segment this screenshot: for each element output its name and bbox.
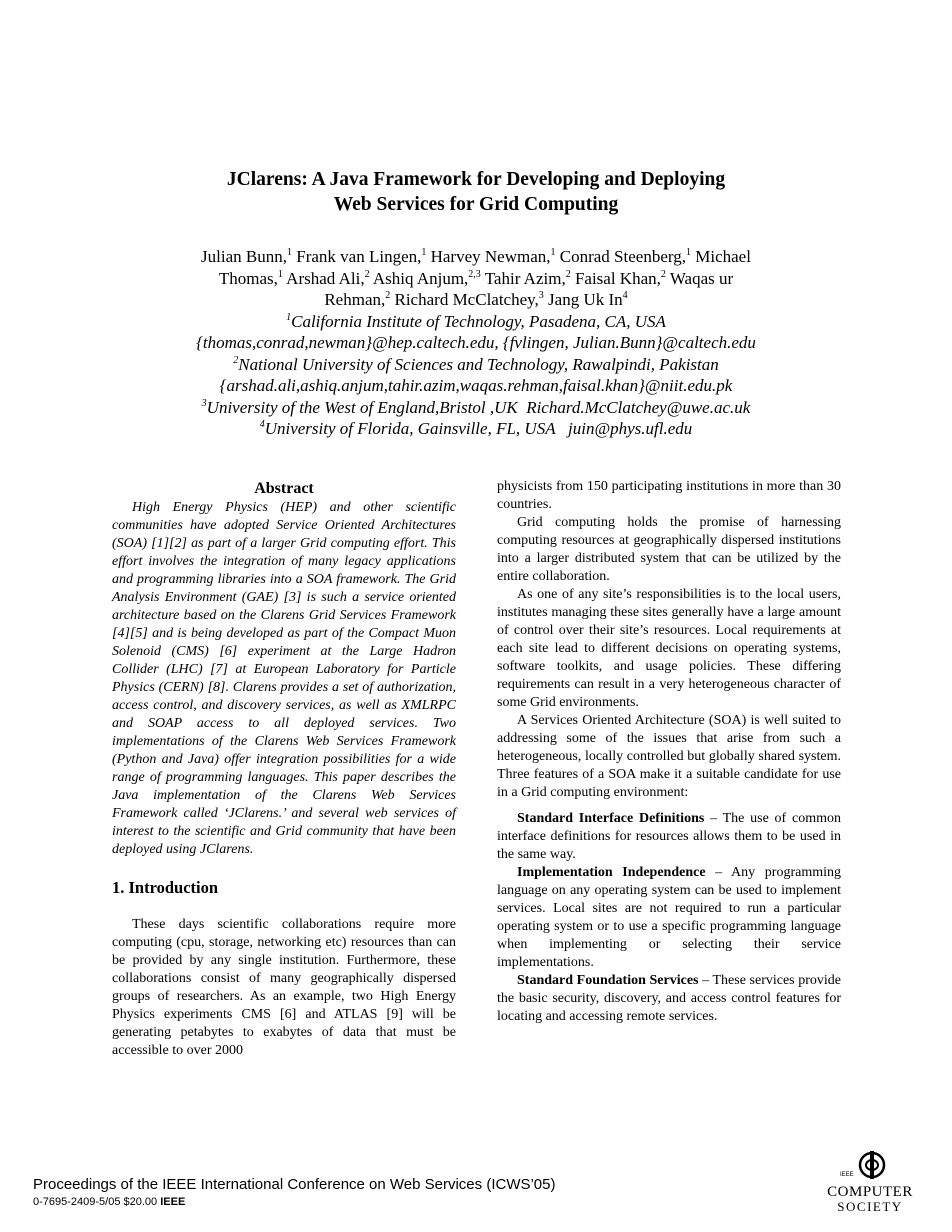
ieee-label: IEEE: [160, 1196, 186, 1208]
feature-item: [497, 864, 841, 972]
author-name: Arshad Ali,: [282, 268, 365, 288]
affiliation-text: University of Florida, Gainsville, FL, USA juin@phys.ufl.edu: [264, 419, 693, 438]
author-name: Richard McClatchey,: [390, 290, 539, 309]
affiliation-sup: 3: [201, 397, 207, 409]
author-name: Thomas,: [218, 268, 278, 288]
author-sup: 2: [565, 268, 571, 280]
author-name: Frank van Lingen,: [292, 247, 422, 266]
author-name: Ashiq Anjum,: [369, 268, 469, 288]
author-sup: 2,3: [468, 268, 481, 280]
author-sup: 3: [538, 290, 544, 301]
body-paragraph: Grid computing holds the promise of harnessing computing resources at geographically dispersed institutions into a larger distributed system that can be utilized by the entire collaboration.: [497, 515, 841, 584]
author-sup: 1: [550, 247, 556, 258]
affiliation-emails: {thomas,conrad,newman}@hep.caltech.edu, {fvlingen, Julian.Bunn}@caltech.edu: [196, 333, 756, 352]
affiliation-sup: 1: [286, 311, 292, 323]
title-line-1: JClarens: A Java Framework for Developing and Deploying: [226, 169, 726, 190]
affiliation-sup: 2: [233, 354, 239, 366]
abstract-text: High Energy Physics (HEP) and other scientific communities have adopted Service Oriented Architectures (SOA) [1][2] as part of a larger Grid computing effort. This effort involves the integration of many legacy applications and programming libraries into a SOA framework. The Grid Analysis Environment (GAE) [3] is such a service oriented architecture based on the Clarens Grid Services Framework [4][5] and is being developed as part of the Compact Muon Solenoid (CMS) [6] experiment at the Large Hadron Collider (LHC) [7] at European Laboratory for Particle Physics (CERN) [8]. Clarens provides a set of authorization, access control, and discovery services, as well as XMLRPC and SOAP access to all deployed services. Two implementations of the Clarens Web Services Framework (Python and Java) offer integration possibilities for a wide range of programming languages. This paper describes the Java implementation of the Clarens Web Services Framework called ‘JClarens.’ and several web services of interest to the scientific and Grid community that have been deployed using JClarens.: [112, 500, 456, 857]
isbn-text: 0-7695-2409-5/05 $20.00: [33, 1196, 161, 1208]
logo-word-computer: COMPUTER: [827, 1184, 913, 1200]
author-sup: 1: [287, 247, 292, 258]
ieee-emblem-icon: [820, 1150, 920, 1180]
author-sup: 2: [660, 268, 666, 280]
affiliation-3: [0, 397, 952, 419]
author-name: Conrad Steenberg,: [555, 247, 686, 266]
author-sup: 2: [364, 268, 370, 280]
feature-term: Standard Interface Definitions: [517, 811, 705, 826]
affiliation-sup: 4: [259, 419, 265, 430]
author-block: [0, 246, 952, 440]
logo-ieee-text: IEEE: [840, 1172, 854, 1178]
body-paragraph: As one of any site’s responsibilities is to the local users, institutes managing these sites generally have a large amount of control over their site’s resources. Local requirements at each site lead to different decisions on operating systems, software toolkits, and usage policies. These differing requirements can result in a very heterogeneous character of some Grid environments.: [497, 587, 841, 710]
feature-text: – The use of common interface definitions for resources allows them to be used in the same way.: [497, 811, 841, 862]
left-column: [112, 479, 456, 1060]
footer: [33, 1176, 556, 1209]
author-sup: 4: [622, 290, 628, 301]
feature-item: [497, 810, 841, 864]
logo-word-society: SOCIETY: [837, 1199, 903, 1214]
right-column: [497, 478, 841, 1026]
feature-term: Standard Foundation Services: [517, 973, 699, 988]
affiliation-text: National University of Sciences and Technology, Rawalpindi, Pakistan: [238, 354, 719, 374]
author-name: Michael: [690, 247, 751, 266]
affiliation-emails: {arshad.ali,ashiq.anjum,tahir.azim,waqas.rehman,faisal.khan}@niit.edu.pk: [219, 376, 733, 395]
abstract-heading: Abstract: [254, 480, 314, 497]
body-paragraph: physicists from 150 participating institutions in more than 30 countries.: [497, 479, 841, 512]
affiliation-1: [0, 311, 952, 333]
conference-name: Proceedings of the IEEE International Conference on Web Services (ICWS’05): [33, 1176, 556, 1193]
computer-society-logo: [820, 1150, 920, 1214]
title-line-2: Web Services for Grid Computing: [333, 194, 619, 215]
affiliation-2-emails: [0, 375, 952, 397]
author-sup: 1: [277, 268, 283, 280]
author-sup: 1: [685, 247, 691, 258]
author-name: Rehman,: [324, 290, 386, 309]
author-name: Waqas ur: [665, 268, 734, 288]
affiliation-text: California Institute of Technology, Pasadena, CA, USA: [291, 311, 666, 331]
author-name: Harvey Newman,: [426, 247, 551, 266]
section-heading-introduction: 1. Introduction: [112, 878, 219, 897]
affiliation-text: University of the West of England,Bristol ,UK Richard.McClatchey@uwe.ac.uk: [206, 397, 751, 417]
intro-paragraph: These days scientific collaborations require more computing (cpu, storage, networking etc) resources than can be provided by any single institution. Furthermore, these collaborations consist of many geographically dispersed groups of researchers. As an example, two High Energy Physics experiments CMS [6] and ATLAS [9] will be generating petabytes to exabytes of data that must be accessible to over 2000: [112, 917, 456, 1058]
author-name: Tahir Azim,: [480, 268, 566, 288]
author-sup: 1: [421, 247, 427, 258]
author-line-1: [0, 246, 952, 268]
affiliation-4: [0, 418, 952, 440]
author-line-2: [0, 268, 952, 290]
feature-item: [497, 972, 841, 1026]
author-name: Faisal Khan,: [570, 268, 661, 288]
feature-text: – These services provide the basic security, discovery, and access control features for locating and accessing remote services.: [497, 973, 842, 1024]
affiliation-1-emails: [0, 332, 952, 354]
feature-term: Implementation Independence: [517, 865, 706, 880]
affiliation-2: [0, 354, 952, 376]
author-line-3: [0, 289, 952, 311]
paper-title: [0, 167, 952, 217]
isbn-line: [33, 1195, 556, 1209]
author-name: Jang Uk In: [543, 290, 623, 309]
body-paragraph: A Services Oriented Architecture (SOA) is well suited to addressing some of the issues that arise from such a heterogeneous, locally controlled but globally shared system. Three features of a SOA make it a suitable candidate for use in a Grid computing environment:: [497, 713, 841, 800]
author-sup: 2: [385, 290, 391, 301]
author-name: Julian Bunn,: [201, 247, 287, 266]
feature-text: – Any programming language on any operating system can be used to implement services. Local sites are not required to run a particular operating system or to use a specific programming language when implementing or selecting their service implementations.: [497, 865, 842, 970]
